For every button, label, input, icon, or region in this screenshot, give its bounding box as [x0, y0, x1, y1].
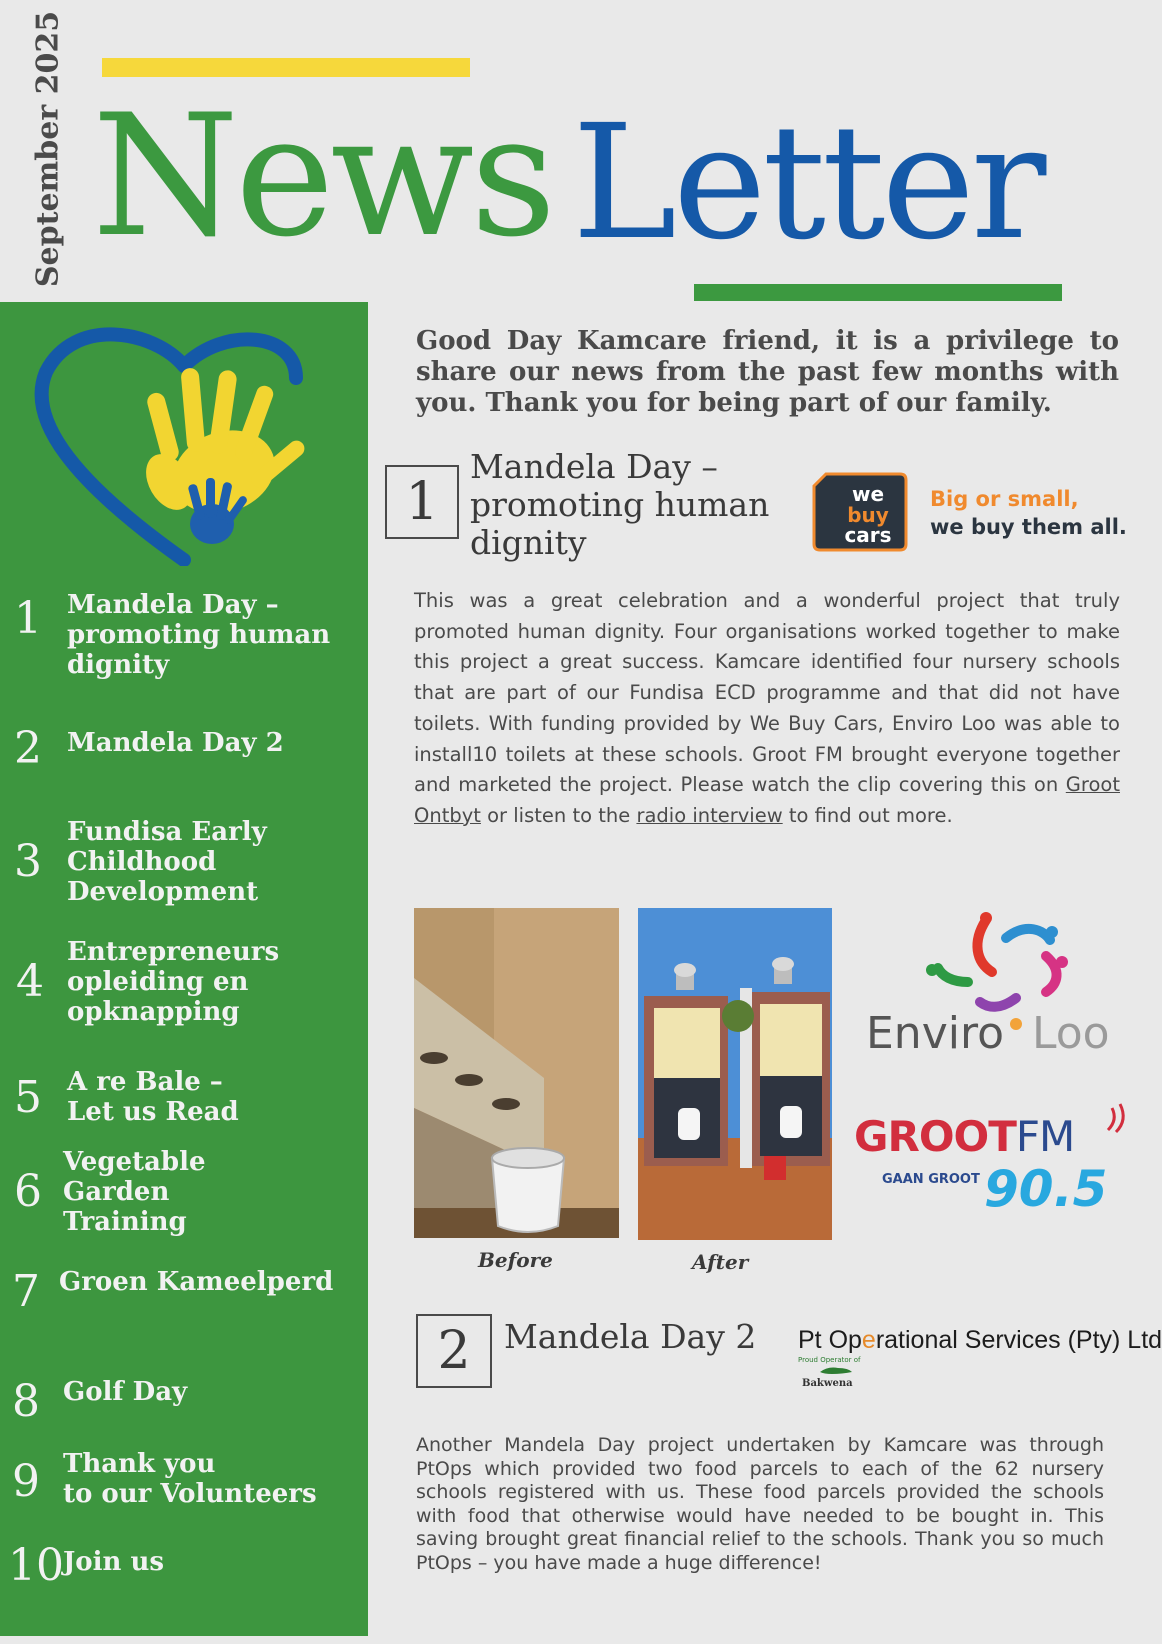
- section-2-title: Mandela Day 2: [504, 1317, 757, 1356]
- svg-text:we: we: [851, 482, 885, 506]
- we-buy-cars-tagline-1: Big or small,: [930, 487, 1079, 511]
- toc-label: Entrepreneurs opleiding en opknapping: [67, 937, 280, 1027]
- toc-label: Mandela Day – promoting human dignity: [67, 590, 331, 680]
- toc-label: Mandela Day 2: [67, 728, 284, 758]
- section-2-number-box: 2: [416, 1314, 492, 1388]
- after-photo: [638, 908, 832, 1240]
- bakwena-brand: Bakwena: [802, 1378, 853, 1389]
- toc-label: Groen Kameelperd: [59, 1267, 334, 1297]
- section-1-body: This was a great celebration and a wonderful project that truly promoted human dignity. Four organisations worked together to make this project a great success. Kamcare identified four nursery schools that are part of our Fundisa ECD programme and that did not have toilets. With funding provided by We Buy Cars, Enviro Loo was able to install10 toilets at these schools. Groot FM brought everyone together and marketed the project. Please watch the clip covering this on Groot Ontbyt or listen to the radio interview to find out more.: [414, 589, 1120, 827]
- yellow-accent-bar: [102, 58, 470, 77]
- we-buy-cars-tagline-2: we buy them all.: [930, 515, 1127, 539]
- after-caption: After: [692, 1250, 749, 1274]
- svg-text:buy: buy: [847, 503, 889, 527]
- before-photo: [414, 908, 619, 1238]
- section-1-title: Mandela Day – promoting human dignity: [470, 447, 770, 562]
- before-caption: Before: [478, 1248, 553, 1272]
- toc-label: Golf Day: [63, 1377, 188, 1407]
- groot-fm-logo: GROOTFM: [854, 1112, 1075, 1161]
- intro-paragraph: Good Day Kamcare friend, it is a privilege to share our news from the past few months with you. Thank you for being part of our family.: [416, 326, 1119, 418]
- toc-label: Thank you to our Volunteers: [63, 1449, 317, 1509]
- groot-ontbyt-link[interactable]: Groot Ontbyt: [414, 773, 1120, 827]
- svg-text:cars: cars: [844, 523, 892, 547]
- toc-label: A re Bale – Let us Read: [67, 1067, 239, 1127]
- toc-label: Fundisa Early Childhood Development: [67, 817, 267, 907]
- groot-fm-slogan: GAAN GROOT: [882, 1172, 980, 1187]
- bakwena-crocodile-icon: [818, 1362, 854, 1378]
- title-news: News: [92, 78, 553, 274]
- toc-label: Join us: [63, 1547, 165, 1577]
- ptops-sub-caption: Proud Operator of: [798, 1356, 861, 1364]
- radio-waves-icon: [1104, 1100, 1134, 1136]
- kamcare-heart-hands-logo: [34, 322, 324, 566]
- table-of-contents-sidebar: 1 Mandela Day – promoting human dignity 2 Mandela Day 2 3 Fundisa Early Childhood Development 4 Entrepreneurs opleiding en opknapping 5 A re Bale – Let us Read 6 Vegetable Garden Training 7 Groen Kameelperd 8 Golf Day 9 Thank you to our Volunteers 10 Join us: [0, 302, 368, 1636]
- ptops-logo: Pt Operational Services (Pty) Ltd: [798, 1326, 1162, 1354]
- section-2-body: Another Mandela Day project undertaken by Kamcare was through PtOps which provided two food parcels to each of the 62 nursery schools registered with us. These food parcels provided the schools with food that otherwise would have needed to be bought in. This saving brought great financial relief to the schools. Thank you so much PtOps – you have made a huge difference!: [416, 1434, 1104, 1574]
- groot-fm-frequency: 90.5: [984, 1160, 1108, 1218]
- section-1-number-box: 1: [385, 465, 459, 539]
- we-buy-cars-logo: [812, 472, 908, 552]
- toc-label: Vegetable Garden Training: [63, 1147, 206, 1237]
- radio-interview-link[interactable]: radio interview: [636, 803, 783, 827]
- title-letter: Letter: [572, 91, 1043, 275]
- issue-date: September 2025: [30, 10, 66, 288]
- enviro-loo-wordmark: Enviro Loo: [866, 1008, 1110, 1059]
- green-accent-bar: [694, 284, 1062, 301]
